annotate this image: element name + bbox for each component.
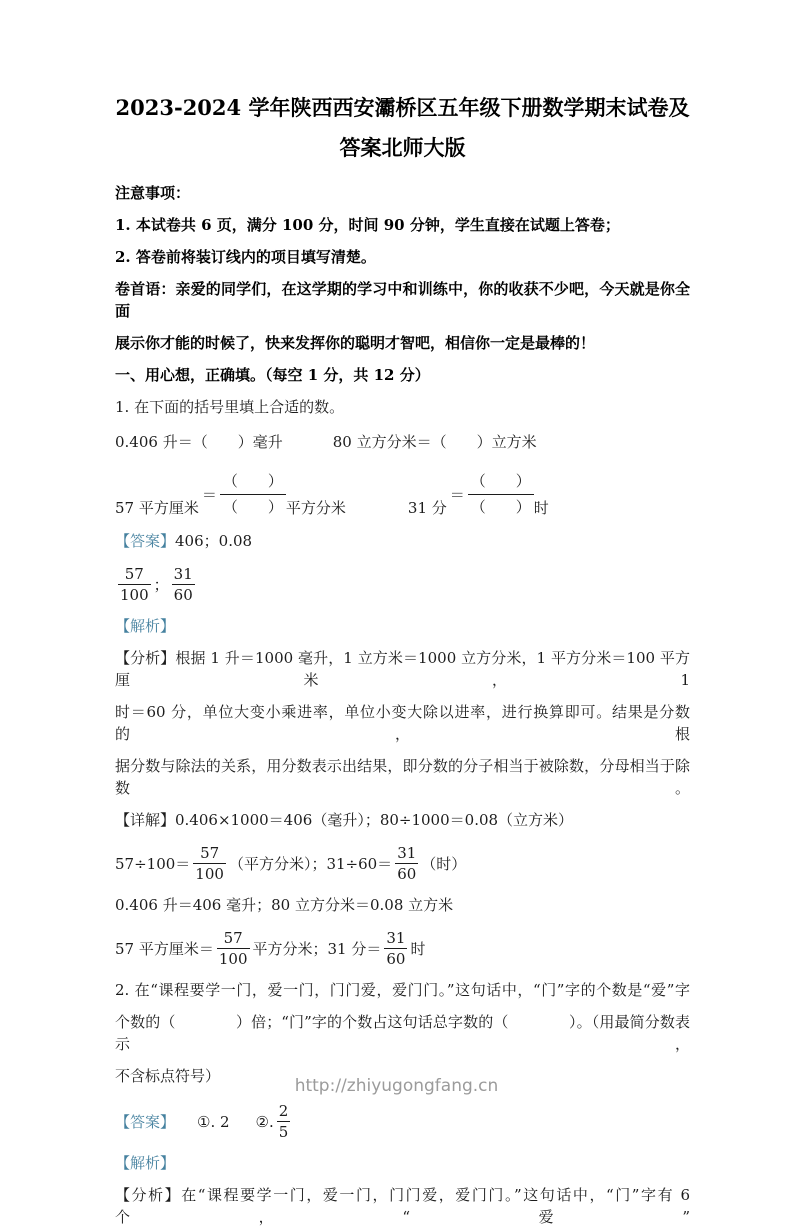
detail-text: （时） — [421, 854, 467, 873]
detail-text: 57 平方厘米＝ — [115, 939, 214, 958]
fraction-denominator: 100 — [120, 586, 149, 604]
q2-stem-line-1: 2. 在“课程要学一门，爱一门，门门爱，爱门门。”这句话中，“门”字的个数是“爱”字 — [115, 981, 690, 999]
blank-fraction-right — [468, 469, 534, 520]
q1-detail-line-2: 0.406 升＝406 毫升；80 立方分米＝0.08 立方米 — [115, 896, 454, 914]
fraction-denominator: 100 — [195, 865, 224, 883]
preface-line-1: 卷首语：亲爱的同学们，在这学期的学习中和训练中，你的收获不少吧，今天就是你全面 — [115, 280, 690, 320]
fraction-denominator: 5 — [278, 1123, 289, 1141]
notice-item-1: 1. 本试卷共 6 页，满分 100 分，时间 90 分钟，学生直接在试题上答卷； — [115, 216, 620, 234]
fraction-denominator: 60 — [173, 586, 193, 604]
fraction-numerator: 31 — [397, 844, 417, 862]
blank-fraction-denominator: （ ） — [468, 494, 534, 520]
q1-answer-fractions — [115, 564, 690, 605]
fraction-denominator: 60 — [386, 950, 406, 968]
fraction-numerator: 31 — [173, 565, 193, 583]
document-title — [115, 88, 690, 168]
q2-answer-item-1: ①. 2 — [197, 1112, 230, 1131]
blank-fraction-numerator: （ ） — [222, 472, 283, 490]
answer-label: 【答案】 — [115, 532, 176, 550]
section1-heading: 一、用心想，正确填。（每空 1 分，共 12 分） — [115, 366, 430, 384]
q1-conv2-left-label: 57 平方厘米 — [115, 499, 199, 517]
blank-fraction-numerator: （ ） — [470, 472, 531, 490]
equals-sign: ＝ — [449, 486, 465, 504]
fraction-numerator: 2 — [278, 1102, 289, 1120]
q1-detail-line-1: 【详解】0.406×1000＝406（毫升）；80÷1000＝0.08（立方米） — [115, 811, 574, 829]
fraction-numerator: 57 — [200, 844, 220, 862]
fraction-numerator: 57 — [223, 929, 243, 947]
notice-item-2: 2. 答卷前将装订线内的项目填写清楚。 — [115, 248, 376, 266]
q1-analysis-line-2: 时＝60 分，单位大变小乘进率，单位小变大除以进率，进行换算即可。结果是分数的，根 — [115, 703, 690, 743]
fraction-31-60 — [395, 843, 418, 884]
fraction-denominator: 100 — [218, 950, 248, 968]
q1-conv2-right-unit: 时 — [533, 499, 549, 517]
q1-detail-fraction-line-1 — [115, 843, 690, 884]
analysis-label: 【解析】 — [115, 1154, 176, 1172]
q2-stem-line-3: 不含标点符号） — [115, 1067, 221, 1085]
q1-conv2-left-unit: 平方分米 — [285, 499, 346, 517]
fraction-numerator: 57 — [124, 565, 144, 583]
analysis-label: 【解析】 — [115, 617, 176, 635]
q1-conv2-right-group — [408, 469, 549, 520]
q1-conversion-row2 — [115, 469, 690, 520]
q1-answer-text: 406；0.08 — [175, 532, 253, 550]
fraction-31-60 — [172, 564, 195, 605]
q1-conv2-right-label: 31 分 — [407, 499, 447, 517]
q1-conv2-left-group — [115, 469, 346, 520]
q1-conversion-right: 80 立方分米＝（ ）立方米 — [332, 433, 537, 451]
fraction-denominator: 60 — [397, 865, 417, 883]
detail-text: 时 — [410, 939, 426, 958]
q2-analysis-line-1: 【分析】在“课程要学一门，爱一门，门门爱，爱门门。”这句话中，“门”字有 6 个，“爱” — [115, 1186, 690, 1226]
answer-label: 【答案】 — [115, 1113, 176, 1131]
blank-fraction-denominator: （ ） — [220, 494, 286, 520]
detail-text: 57÷100＝ — [115, 854, 191, 873]
q2-stem-line-2: 个数的（ ）倍；“门”字的个数占这句话总字数的（ ）。（用最简分数表示， — [115, 1013, 690, 1053]
preface-line-2: 展示你才能的时候了，快来发挥你的聪明才智吧，相信你一定是最棒的！ — [115, 334, 596, 352]
q1-analysis-line-3: 据分数与除法的关系，用分数表示出结果，即分数的分子相当于被除数，分母相当于除数。 — [115, 757, 690, 797]
equals-sign: ＝ — [201, 486, 217, 504]
q2-answer-line — [115, 1101, 690, 1142]
detail-text: 平方分米；31 分＝ — [252, 939, 382, 958]
q1-detail-fraction-line-2 — [115, 928, 690, 969]
fraction-2-5 — [277, 1101, 291, 1142]
q1-analysis-line-1: 【分析】根据 1 升＝1000 毫升，1 立方米＝1000 立方分米，1 平方分米＝100 平方厘米，1 — [115, 649, 690, 689]
q1-conversion-row1 — [115, 431, 690, 453]
footer-url: http://zhiyugongfang.cn — [294, 1076, 499, 1096]
fraction-31-60 — [384, 928, 407, 969]
fraction-57-100 — [193, 843, 226, 884]
fraction-57-100 — [118, 564, 151, 605]
detail-text: （平方分米）；31÷60＝ — [228, 854, 393, 873]
fraction-separator: ； — [153, 576, 169, 594]
title-line-2: 答案北师大版 — [339, 135, 466, 160]
q1-answer-line — [115, 530, 690, 552]
blank-fraction-left — [220, 469, 286, 520]
q1-stem: 1. 在下面的括号里填上合适的数。 — [115, 398, 345, 416]
title-line-1: 2023-2024 学年陕西西安灞桥区五年级下册数学期末试卷及 — [115, 95, 690, 120]
q1-conversion-left: 0.406 升＝（ ）毫升 — [115, 433, 283, 451]
q2-answer-item-2-label: ②. — [255, 1112, 274, 1131]
notice-heading: 注意事项： — [115, 184, 191, 202]
fraction-numerator: 31 — [386, 929, 406, 947]
fraction-57-100 — [217, 928, 250, 969]
